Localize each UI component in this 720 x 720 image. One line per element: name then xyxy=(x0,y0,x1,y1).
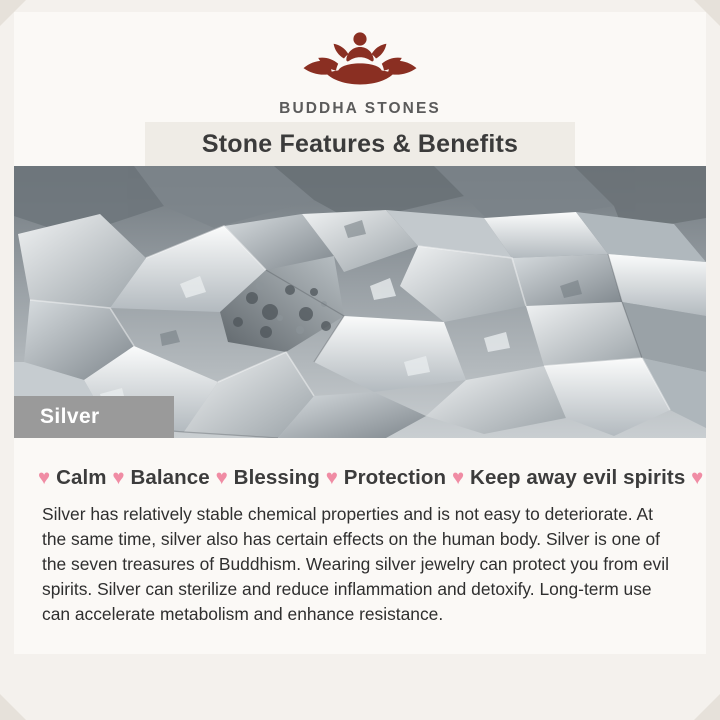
stone-name-text: Silver xyxy=(40,405,100,428)
benefits-section xyxy=(14,438,706,626)
benefits-keywords: ♥ Calm ♥ Balance ♥ Blessing ♥ Protection ♥ Keep away evil spirits ♥ xyxy=(38,466,704,489)
page-title: Stone Features & Benefits xyxy=(201,129,519,158)
lotus-meditation-icon xyxy=(14,26,706,98)
section-title-band xyxy=(145,122,575,166)
brand-header xyxy=(14,12,706,122)
stone-photo xyxy=(14,166,706,438)
content-card xyxy=(14,12,706,708)
stone-name-label xyxy=(14,396,174,438)
brand-name: BUDDHA STONES xyxy=(279,100,441,117)
stone-description: Silver has relatively stable chemical properties and is not easy to deteriorate. At the same time, silver also has certain effects on the human body. Silver is one of the seven treasures of Buddhism. Wearing silver jewelry can protect you from evil spirits. Silver can sterilize and reduce inflammation and detoxify. Long-term use can accelerate metabolism and enhance resistance. xyxy=(42,504,669,624)
bottom-strip xyxy=(14,654,706,708)
